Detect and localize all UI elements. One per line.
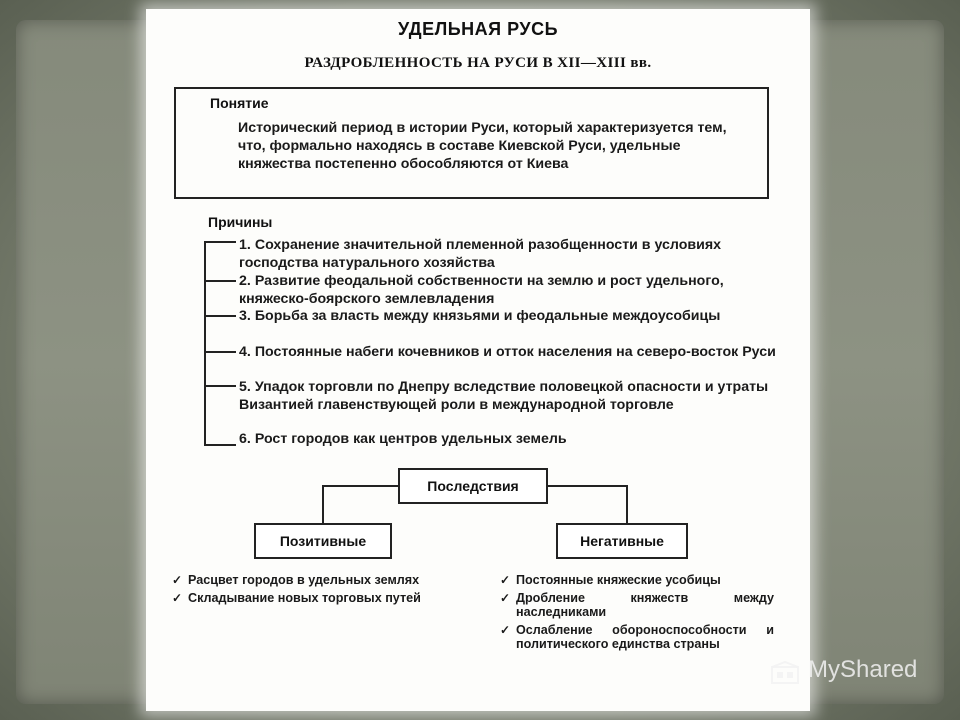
cause-tick [204, 444, 236, 446]
check-icon: ✓ [172, 590, 183, 605]
list-item: ✓ Ослабление обороноспособности и политического единства страны [500, 622, 774, 651]
cause-item: 1. Сохранение значительной племенной разобщенности в условиях господства натурального хозяйства [239, 237, 722, 271]
list-item: ✓ Расцвет городов в удельных землях [172, 573, 420, 587]
list-item: ✓ Складывание новых торговых путей [172, 590, 421, 605]
concept-label: Понятие [210, 95, 269, 111]
positive-box: Позитивные [254, 523, 392, 559]
cause-item: 4. Постоянные набеги кочевников и отток населения на северо-восток Руси [239, 344, 776, 360]
document-page [146, 9, 810, 711]
watermark-text: MyShared [808, 656, 918, 683]
cause-item: 6. Рост городов как центров удельных земель [239, 431, 567, 447]
causes-bracket-line [204, 241, 206, 446]
connector-line [546, 485, 628, 487]
cause-tick [204, 280, 236, 282]
myshared-logo-icon [769, 661, 801, 685]
list-item: ✓ Дробление княжеств между наследниками [500, 590, 774, 619]
check-icon: ✓ [500, 590, 511, 605]
causes-label: Причины [208, 214, 273, 230]
document-title: УДЕЛЬНАЯ РУСЬ [397, 19, 559, 39]
negative-list [498, 573, 774, 655]
cause-tick [204, 351, 236, 353]
check-icon: ✓ [172, 573, 183, 587]
cause-item: 5. Упадок торговли по Днепру вследствие половецкой опасности и утраты Византией главенствующей роли в международной торговле [239, 379, 769, 413]
positive-list [170, 573, 454, 608]
consequences-box: Последствия [398, 468, 548, 504]
cause-tick [204, 385, 236, 387]
negative-box: Негативные [556, 523, 688, 559]
cause-item: 3. Борьба за власть между князьями и феодальные междоусобицы [239, 308, 721, 324]
cause-tick [204, 241, 236, 243]
connector-line [322, 485, 400, 487]
cause-tick [204, 315, 236, 317]
concept-text: Исторический период в истории Руси, который характеризуется тем, что, формально находясь в составе Киевской Руси, удельные княжества постепенно обособляются от Киева [238, 120, 727, 172]
connector-line [626, 485, 628, 525]
list-item: ✓ Постоянные княжеские усобицы [500, 573, 721, 587]
cause-item: 2. Развитие феодальной собственности на землю и рост удельного, княжеско-боярского землевладения [239, 273, 724, 307]
document-subtitle: РАЗДРОБЛЕННОСТЬ НА РУСИ В XII—XIII вв. [304, 55, 652, 71]
check-icon: ✓ [500, 622, 511, 637]
connector-line [322, 485, 324, 525]
check-icon: ✓ [500, 573, 511, 587]
